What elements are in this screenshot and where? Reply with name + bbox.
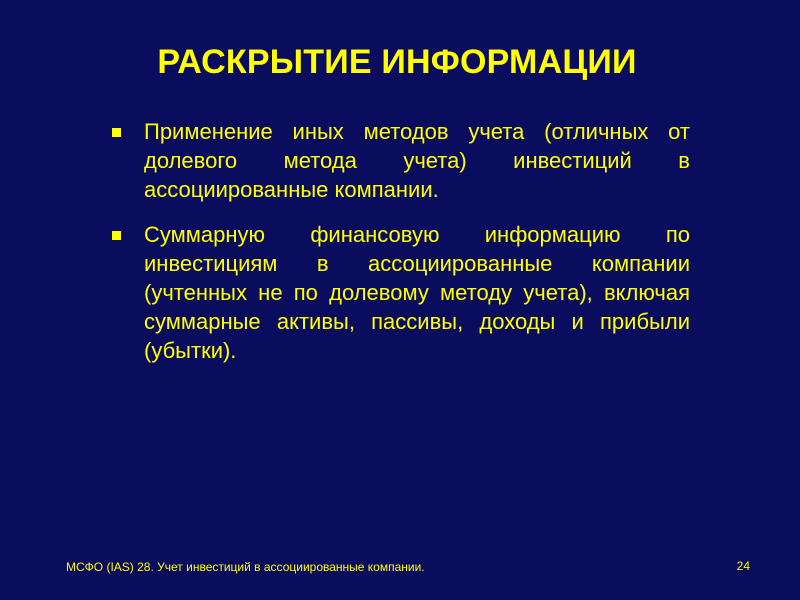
bullet-item [110,220,690,365]
bullet-item [110,117,690,204]
page-number: 24 [736,559,750,573]
square-bullet-icon [112,128,121,137]
bullet-text: Суммарную финансовую информацию по инвестициям в ассоциированные компании (учтенных не по долевому методу учета), включая суммарные активы, пассивы, доходы и прибыли (убытки). [144,222,690,363]
slide-footer: МСФО (IAS) 28. Учет инвестиций в ассоциированные компании. [66,560,425,574]
bullet-text: Применение иных методов учета (отличных от долевого метода учета) инвестиций в ассоциированные компании. [144,119,690,202]
bullet-list [110,117,690,381]
slide-title: РАСКРЫТИЕ ИНФОРМАЦИИ [157,43,637,81]
square-bullet-icon [112,231,121,240]
